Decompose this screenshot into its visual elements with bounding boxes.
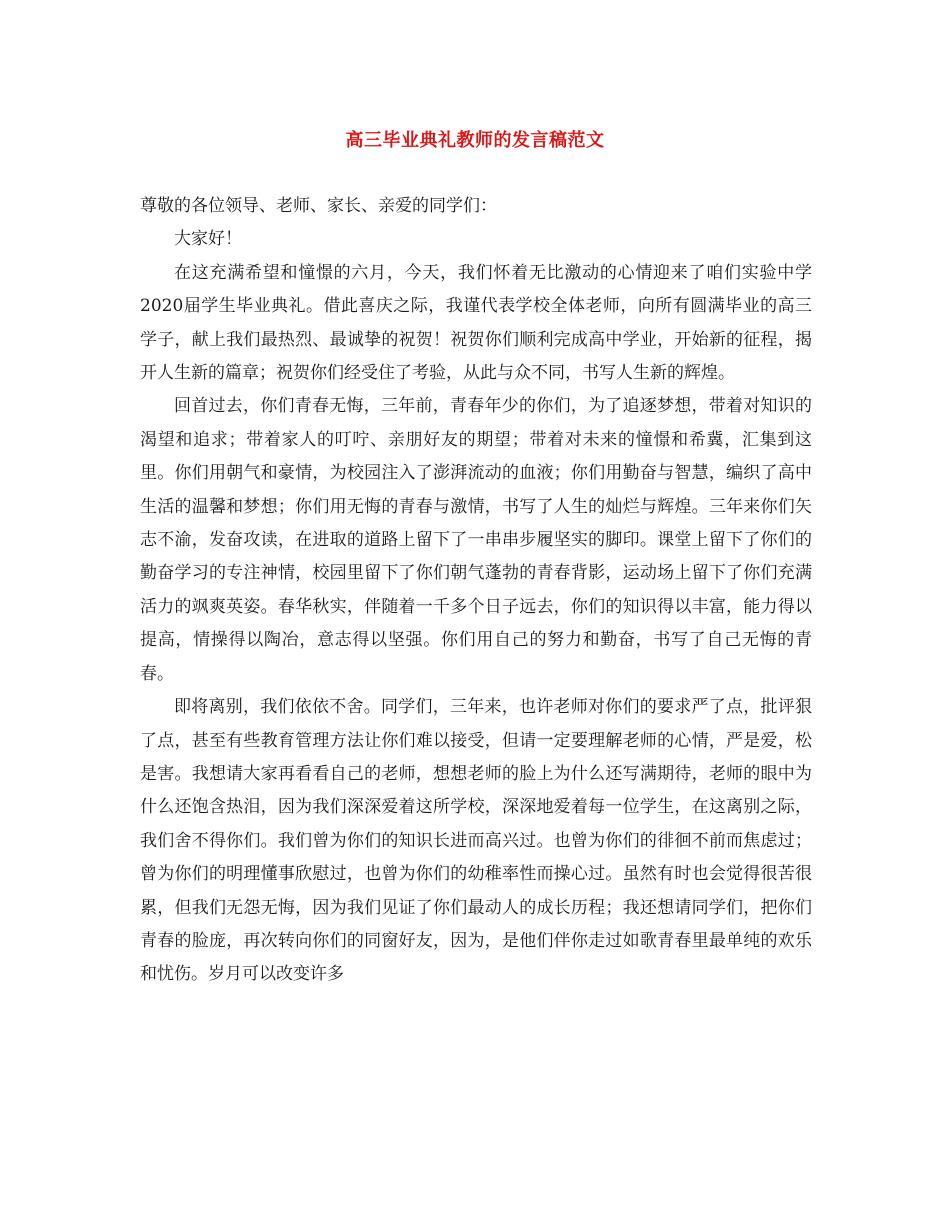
document-body (140, 190, 812, 992)
document-title: 高三毕业典礼教师的发言稿范文 (345, 130, 605, 151)
paragraph-greeting: 大家好！ (174, 229, 242, 250)
paragraph-opening: 在这充满希望和憧憬的六月，今天，我们怀着无比激动的心情迎来了咱们实验中学2020届学生毕业典礼。借此喜庆之际，我谨代表学校全体老师，向所有圆满毕业的高三学子，献上我们最热烈、最诚挚的祝贺！祝贺你们顺利完成高中学业，开始新的征程，揭开人生新的篇章；祝贺你们经受住了考验，从此与众不同，书写人生新的辉煌。 (140, 262, 812, 384)
salutation-line: 尊敬的各位领导、老师、家长、亲爱的同学们： (140, 196, 497, 216)
paragraph-farewell: 即将离别，我们依依不舍。同学们，三年来，也许老师对你们的要求严了点，批评狠了点，甚至有些教育管理方法让你们难以接受，但请一定要理解老师的心情，严是爱，松是害。我想请大家再看看自己的老师，想想老师的脸上为什么还写满期待，老师的眼中为什么还饱含热泪，因为我们深深爱着这所学校，深深地爱着每一位学生，在这离别之际，我们舍不得你们。我们曾为你们的知识长进而高兴过。也曾为你们的徘徊不前而焦虑过； 曾为你们的明理懂事欣慰过，也曾为你们的幼稚率性而操心过。虽然有时也会觉得很苦很累，但我们无怨无悔，因为我们见证了你们最动人的成长历程；我还想请同学们，把你们青春的脸庞，再次转向你们的同窗好友，因为，是他们伴你走过如歌青春里最单纯的欢乐和忧伤。岁月可以改变许多 (140, 697, 812, 985)
paragraph-retrospect: 回首过去，你们青春无悔，三年前，青春年少的你们，为了追逐梦想，带着对知识的渴望和追求；带着家人的叮咛、亲朋好友的期望；带着对未来的憧憬和希冀，汇集到这里。你们用朝气和豪情，为校园注入了澎湃流动的血液；你们用勤奋与智慧，编织了高中生活的温馨和梦想；你们用无悔的青春与激情，书写了人生的灿烂与辉煌。三年来你们矢志不渝，发奋攻读，在进取的道路上留下了一串串步履坚实的脚印。课堂上留下了你们的勤奋学习的专注神情，校园里留下了你们朝气蓬勃的青春背影，运动场上留下了你们充满活力的飒爽英姿。春华秋实，伴随着一千多个日子远去，你们的知识得以丰富，能力得以提高，情操得以陶冶，意志得以坚强。你们用自己的努力和勤奋，书写了自己无悔的青春。 (140, 396, 812, 684)
